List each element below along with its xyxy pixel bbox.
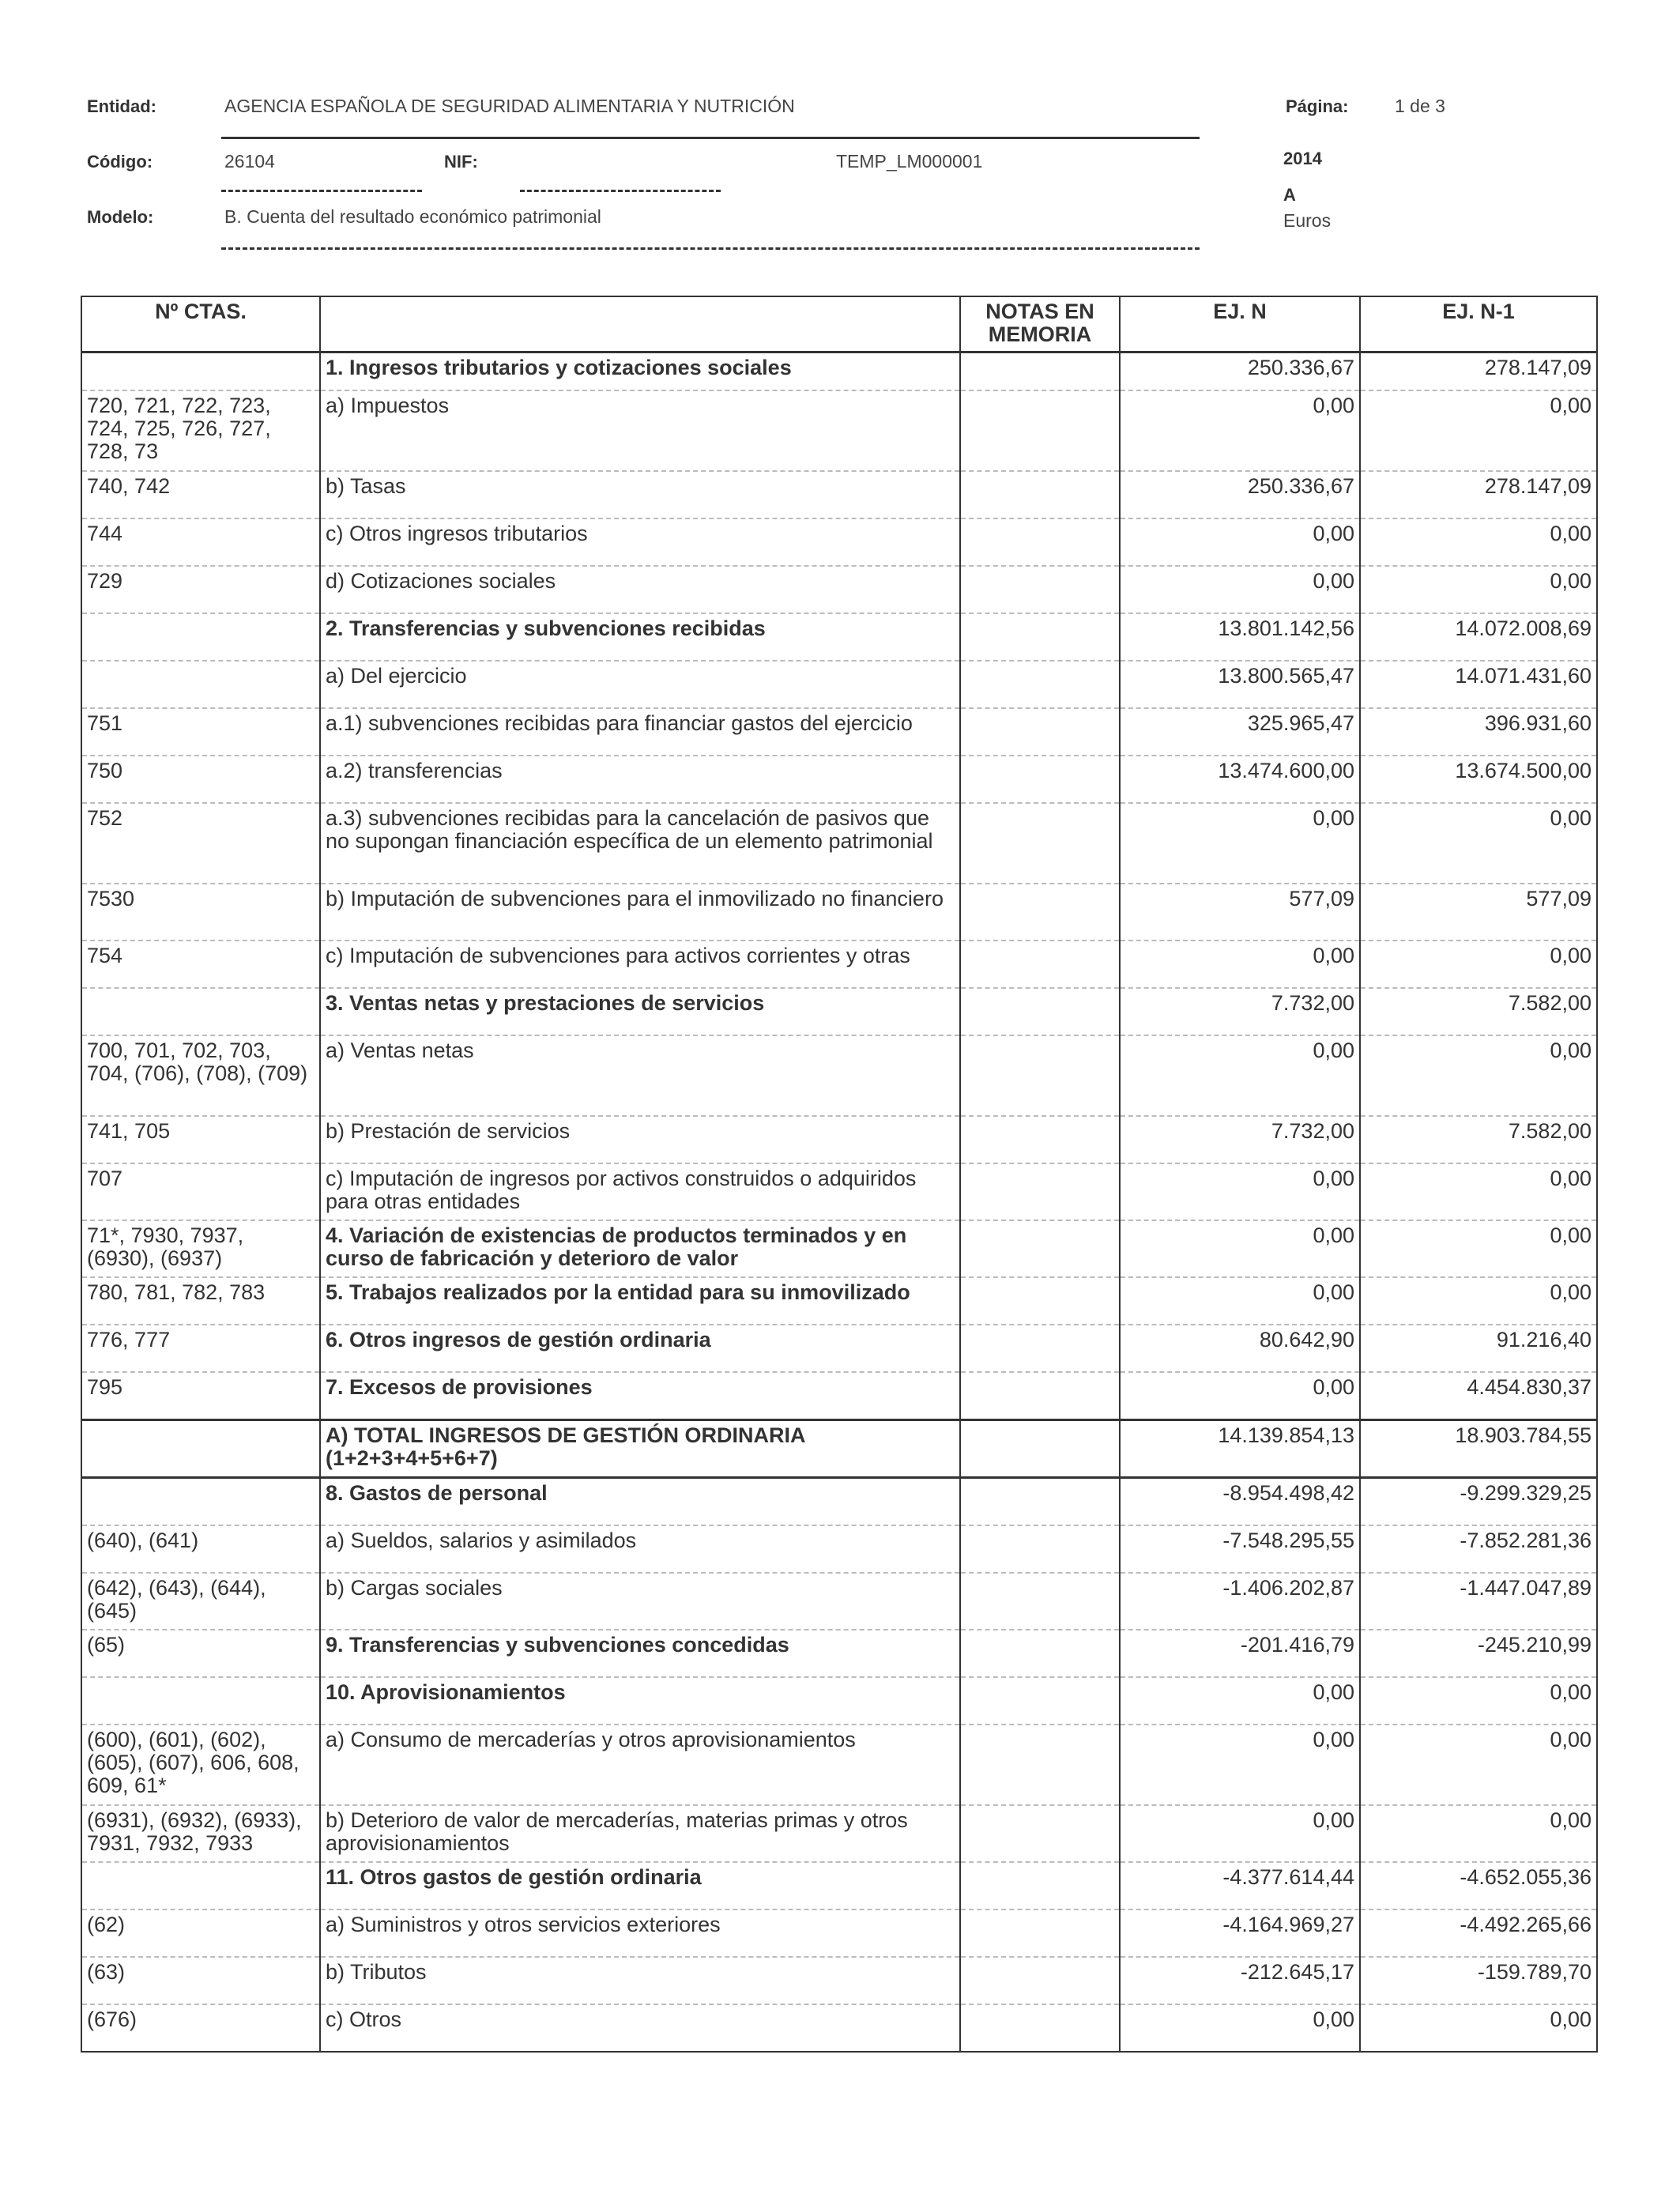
table-row bbox=[81, 1035, 1597, 1116]
table-row bbox=[81, 708, 1597, 756]
row-value-ej-n1: 0,00 bbox=[1360, 390, 1597, 471]
row-value-ej-n: 13.801.142,56 bbox=[1120, 613, 1360, 661]
row-value-ej-n1: 4.454.830,37 bbox=[1360, 1372, 1597, 1420]
row-notes bbox=[960, 1805, 1120, 1862]
row-accounts: 707 bbox=[81, 1163, 320, 1220]
row-value-ej-n: -4.164.969,27 bbox=[1120, 1909, 1360, 1957]
row-accounts bbox=[81, 613, 320, 661]
row-accounts: (6931), (6932), (6933), 7931, 7932, 7933 bbox=[81, 1805, 320, 1862]
letter-label: A bbox=[1283, 185, 1296, 205]
row-value-ej-n1: 7.582,00 bbox=[1360, 988, 1597, 1035]
table-row bbox=[81, 1862, 1597, 1909]
row-notes bbox=[960, 1325, 1120, 1372]
row-concept: 7. Excesos de provisiones bbox=[320, 1372, 960, 1420]
row-value-ej-n1: -159.789,70 bbox=[1360, 1957, 1597, 2004]
row-notes bbox=[960, 1163, 1120, 1220]
col-header-ej-n: EJ. N bbox=[1120, 296, 1360, 352]
row-accounts: 740, 742 bbox=[81, 471, 320, 518]
modelo-label: Modelo: bbox=[87, 207, 154, 227]
table-row bbox=[81, 566, 1597, 613]
row-accounts: 752 bbox=[81, 803, 320, 884]
row-notes bbox=[960, 1725, 1120, 1805]
row-value-ej-n1: -245.210,99 bbox=[1360, 1630, 1597, 1677]
table-row bbox=[81, 884, 1597, 941]
currency-label: Euros bbox=[1283, 210, 1332, 231]
row-accounts bbox=[81, 661, 320, 708]
row-value-ej-n: 0,00 bbox=[1120, 390, 1360, 471]
table-row bbox=[81, 1163, 1597, 1220]
table-row bbox=[81, 2004, 1597, 2052]
table-row bbox=[81, 1325, 1597, 1372]
row-concept: b) Imputación de subvenciones para el inmovilizado no financiero bbox=[320, 884, 960, 941]
row-accounts: 780, 781, 782, 783 bbox=[81, 1277, 320, 1325]
row-concept: a) Suministros y otros servicios exteriores bbox=[320, 1909, 960, 1957]
row-notes bbox=[960, 518, 1120, 566]
row-notes bbox=[960, 1116, 1120, 1163]
row-accounts bbox=[81, 352, 320, 391]
row-value-ej-n1: 13.674.500,00 bbox=[1360, 756, 1597, 803]
table-row bbox=[81, 1372, 1597, 1420]
row-concept: a) Consumo de mercaderías y otros aprovisionamientos bbox=[320, 1725, 960, 1805]
table-row bbox=[81, 613, 1597, 661]
table-row bbox=[81, 1630, 1597, 1677]
row-value-ej-n1: 0,00 bbox=[1360, 518, 1597, 566]
row-value-ej-n1: 14.071.431,60 bbox=[1360, 661, 1597, 708]
row-value-ej-n: 0,00 bbox=[1120, 566, 1360, 613]
row-concept: a.2) transferencias bbox=[320, 756, 960, 803]
row-notes bbox=[960, 352, 1120, 391]
row-value-ej-n1: 577,09 bbox=[1360, 884, 1597, 941]
row-notes bbox=[960, 2004, 1120, 2052]
row-notes bbox=[960, 1957, 1120, 2004]
row-accounts: 776, 777 bbox=[81, 1325, 320, 1372]
col-header-ctas: Nº CTAS. bbox=[81, 296, 320, 352]
row-value-ej-n: -4.377.614,44 bbox=[1120, 1862, 1360, 1909]
row-concept: b) Prestación de servicios bbox=[320, 1116, 960, 1163]
row-value-ej-n: 0,00 bbox=[1120, 1372, 1360, 1420]
row-value-ej-n1: 0,00 bbox=[1360, 803, 1597, 884]
row-value-ej-n1: 0,00 bbox=[1360, 1805, 1597, 1862]
row-notes bbox=[960, 1372, 1120, 1420]
row-value-ej-n: 0,00 bbox=[1120, 1220, 1360, 1277]
table-body bbox=[81, 352, 1597, 2053]
row-value-ej-n1: 0,00 bbox=[1360, 941, 1597, 988]
row-concept: b) Tasas bbox=[320, 471, 960, 518]
row-accounts bbox=[81, 1420, 320, 1478]
row-concept: 6. Otros ingresos de gestión ordinaria bbox=[320, 1325, 960, 1372]
row-notes bbox=[960, 1862, 1120, 1909]
row-value-ej-n1: 278.147,09 bbox=[1360, 352, 1597, 391]
row-value-ej-n: -212.645,17 bbox=[1120, 1957, 1360, 2004]
row-concept: d) Cotizaciones sociales bbox=[320, 566, 960, 613]
row-concept: 9. Transferencias y subvenciones concedidas bbox=[320, 1630, 960, 1677]
row-value-ej-n1: 278.147,09 bbox=[1360, 471, 1597, 518]
row-concept: 5. Trabajos realizados por la entidad para su inmovilizado bbox=[320, 1277, 960, 1325]
row-notes bbox=[960, 988, 1120, 1035]
table-row bbox=[81, 756, 1597, 803]
row-value-ej-n1: 91.216,40 bbox=[1360, 1325, 1597, 1372]
row-value-ej-n: 0,00 bbox=[1120, 941, 1360, 988]
row-accounts: (600), (601), (602), (605), (607), 606, 608, 609, 61* bbox=[81, 1725, 320, 1805]
row-value-ej-n: 0,00 bbox=[1120, 803, 1360, 884]
row-notes bbox=[960, 1277, 1120, 1325]
row-concept: b) Tributos bbox=[320, 1957, 960, 2004]
row-value-ej-n1: 0,00 bbox=[1360, 1725, 1597, 1805]
row-notes bbox=[960, 1220, 1120, 1277]
row-concept: 1. Ingresos tributarios y cotizaciones sociales bbox=[320, 352, 960, 391]
table-row bbox=[81, 988, 1597, 1035]
row-concept: c) Imputación de ingresos por activos construidos o adquiridos para otras entidades bbox=[320, 1163, 960, 1220]
row-notes bbox=[960, 1035, 1120, 1116]
table-row bbox=[81, 803, 1597, 884]
row-accounts: 741, 705 bbox=[81, 1116, 320, 1163]
row-accounts: (63) bbox=[81, 1957, 320, 2004]
row-concept: c) Otros ingresos tributarios bbox=[320, 518, 960, 566]
row-concept: 10. Aprovisionamientos bbox=[320, 1677, 960, 1725]
row-concept: c) Otros bbox=[320, 2004, 960, 2052]
row-concept: a.1) subvenciones recibidas para financiar gastos del ejercicio bbox=[320, 708, 960, 756]
col-header-concept bbox=[320, 296, 960, 352]
row-value-ej-n1: -4.492.265,66 bbox=[1360, 1909, 1597, 1957]
row-notes bbox=[960, 1909, 1120, 1957]
table-row bbox=[81, 1725, 1597, 1805]
row-accounts: 7530 bbox=[81, 884, 320, 941]
row-notes bbox=[960, 471, 1120, 518]
row-accounts: 754 bbox=[81, 941, 320, 988]
row-notes bbox=[960, 884, 1120, 941]
row-concept: a) Sueldos, salarios y asimilados bbox=[320, 1525, 960, 1573]
row-value-ej-n: 250.336,67 bbox=[1120, 352, 1360, 391]
row-concept: 3. Ventas netas y prestaciones de servicios bbox=[320, 988, 960, 1035]
row-accounts: 720, 721, 722, 723, 724, 725, 726, 727, 728, 73 bbox=[81, 390, 320, 471]
row-value-ej-n: 14.139.854,13 bbox=[1120, 1420, 1360, 1478]
row-concept: a) Impuestos bbox=[320, 390, 960, 471]
row-concept: 2. Transferencias y subvenciones recibidas bbox=[320, 613, 960, 661]
table-row bbox=[81, 390, 1597, 471]
row-notes bbox=[960, 941, 1120, 988]
row-value-ej-n1: 0,00 bbox=[1360, 1163, 1597, 1220]
row-value-ej-n1: 14.072.008,69 bbox=[1360, 613, 1597, 661]
year-label: 2014 bbox=[1283, 149, 1322, 168]
table-header-row bbox=[81, 296, 1597, 352]
row-notes bbox=[960, 1525, 1120, 1573]
table-row bbox=[81, 1805, 1597, 1862]
table-row bbox=[81, 1957, 1597, 2004]
row-concept: c) Imputación de subvenciones para activos corrientes y otras bbox=[320, 941, 960, 988]
row-value-ej-n: -8.954.498,42 bbox=[1120, 1478, 1360, 1526]
row-notes bbox=[960, 1420, 1120, 1478]
row-accounts: 744 bbox=[81, 518, 320, 566]
table-row bbox=[81, 1573, 1597, 1630]
entidad-value: AGENCIA ESPAÑOLA DE SEGURIDAD ALIMENTARIA Y NUTRICIÓN bbox=[224, 96, 795, 116]
table-row bbox=[81, 352, 1597, 391]
row-notes bbox=[960, 661, 1120, 708]
row-concept: a) Ventas netas bbox=[320, 1035, 960, 1116]
row-value-ej-n: 0,00 bbox=[1120, 1163, 1360, 1220]
row-accounts: 751 bbox=[81, 708, 320, 756]
codigo-label: Código: bbox=[87, 152, 153, 172]
row-notes bbox=[960, 1478, 1120, 1526]
row-value-ej-n: 0,00 bbox=[1120, 1725, 1360, 1805]
row-accounts: (642), (643), (644), (645) bbox=[81, 1573, 320, 1630]
table-row bbox=[81, 1277, 1597, 1325]
col-header-ej-n1: EJ. N-1 bbox=[1360, 296, 1597, 352]
row-value-ej-n: 0,00 bbox=[1120, 1035, 1360, 1116]
row-value-ej-n1: 7.582,00 bbox=[1360, 1116, 1597, 1163]
row-notes bbox=[960, 566, 1120, 613]
table-row bbox=[81, 1525, 1597, 1573]
nif-value: TEMP_LM000001 bbox=[836, 151, 983, 172]
row-value-ej-n: 7.732,00 bbox=[1120, 1116, 1360, 1163]
row-accounts: (676) bbox=[81, 2004, 320, 2052]
row-value-ej-n: -7.548.295,55 bbox=[1120, 1525, 1360, 1573]
table-row bbox=[81, 518, 1597, 566]
table-row bbox=[81, 1478, 1597, 1526]
pagina-label: Página: bbox=[1286, 96, 1349, 116]
row-accounts bbox=[81, 1478, 320, 1526]
row-concept: b) Cargas sociales bbox=[320, 1573, 960, 1630]
row-value-ej-n1: 396.931,60 bbox=[1360, 708, 1597, 756]
row-value-ej-n: 80.642,90 bbox=[1120, 1325, 1360, 1372]
row-notes bbox=[960, 1630, 1120, 1677]
entidad-underline bbox=[221, 137, 1200, 139]
row-value-ej-n: 325.965,47 bbox=[1120, 708, 1360, 756]
row-accounts: (65) bbox=[81, 1630, 320, 1677]
row-accounts: 700, 701, 702, 703, 704, (706), (708), (709) bbox=[81, 1035, 320, 1116]
nif-label: NIF: bbox=[444, 152, 478, 172]
row-value-ej-n1: 0,00 bbox=[1360, 2004, 1597, 2052]
row-accounts bbox=[81, 1677, 320, 1725]
row-accounts bbox=[81, 988, 320, 1035]
row-value-ej-n: 13.474.600,00 bbox=[1120, 756, 1360, 803]
row-concept: 8. Gastos de personal bbox=[320, 1478, 960, 1526]
row-value-ej-n1: 0,00 bbox=[1360, 1220, 1597, 1277]
row-value-ej-n1: 0,00 bbox=[1360, 566, 1597, 613]
row-value-ej-n1: -7.852.281,36 bbox=[1360, 1525, 1597, 1573]
row-notes bbox=[960, 613, 1120, 661]
entidad-label: Entidad: bbox=[87, 96, 156, 116]
row-value-ej-n1: 0,00 bbox=[1360, 1677, 1597, 1725]
row-concept: a.3) subvenciones recibidas para la cancelación de pasivos que no supongan financiación específica de un elemento patrimonial bbox=[320, 803, 960, 884]
row-value-ej-n1: -9.299.329,25 bbox=[1360, 1478, 1597, 1526]
row-concept: 4. Variación de existencias de productos terminados y en curso de fabricación y deterioro de valor bbox=[320, 1220, 960, 1277]
table-row bbox=[81, 1420, 1597, 1478]
row-accounts: 729 bbox=[81, 566, 320, 613]
row-value-ej-n1: -4.652.055,36 bbox=[1360, 1862, 1597, 1909]
table-row bbox=[81, 1677, 1597, 1725]
row-value-ej-n: 0,00 bbox=[1120, 1277, 1360, 1325]
pagina-value: 1 de 3 bbox=[1395, 96, 1445, 116]
table-row bbox=[81, 1116, 1597, 1163]
row-notes bbox=[960, 1677, 1120, 1725]
row-concept: 11. Otros gastos de gestión ordinaria bbox=[320, 1862, 960, 1909]
row-value-ej-n: 0,00 bbox=[1120, 518, 1360, 566]
row-value-ej-n1: 0,00 bbox=[1360, 1035, 1597, 1116]
result-statement-table bbox=[81, 296, 1598, 2053]
row-value-ej-n: 13.800.565,47 bbox=[1120, 661, 1360, 708]
row-value-ej-n1: 0,00 bbox=[1360, 1277, 1597, 1325]
row-value-ej-n: -1.406.202,87 bbox=[1120, 1573, 1360, 1630]
table-row bbox=[81, 1909, 1597, 1957]
row-accounts bbox=[81, 1862, 320, 1909]
table-row bbox=[81, 661, 1597, 708]
row-concept: b) Deterioro de valor de mercaderías, materias primas y otros aprovisionamientos bbox=[320, 1805, 960, 1862]
row-notes bbox=[960, 390, 1120, 471]
codigo-dashes bbox=[221, 190, 422, 192]
modelo-dashes bbox=[221, 247, 1200, 250]
row-concept: A) TOTAL INGRESOS DE GESTIÓN ORDINARIA (1+2+3+4+5+6+7) bbox=[320, 1420, 960, 1478]
row-value-ej-n: 577,09 bbox=[1120, 884, 1360, 941]
row-notes bbox=[960, 1573, 1120, 1630]
row-value-ej-n: -201.416,79 bbox=[1120, 1630, 1360, 1677]
row-notes bbox=[960, 708, 1120, 756]
row-value-ej-n: 0,00 bbox=[1120, 2004, 1360, 2052]
table-row bbox=[81, 471, 1597, 518]
col-header-notas: NOTAS EN MEMORIA bbox=[960, 296, 1120, 352]
row-accounts: 750 bbox=[81, 756, 320, 803]
row-value-ej-n: 0,00 bbox=[1120, 1677, 1360, 1725]
row-value-ej-n1: -1.447.047,89 bbox=[1360, 1573, 1597, 1630]
codigo-value: 26104 bbox=[224, 151, 275, 172]
row-notes bbox=[960, 756, 1120, 803]
nif-dashes bbox=[520, 190, 721, 192]
row-concept: a) Del ejercicio bbox=[320, 661, 960, 708]
row-accounts: 795 bbox=[81, 1372, 320, 1420]
row-value-ej-n: 0,00 bbox=[1120, 1805, 1360, 1862]
table-row bbox=[81, 1220, 1597, 1277]
modelo-value: B. Cuenta del resultado económico patrimonial bbox=[224, 206, 601, 227]
row-notes bbox=[960, 803, 1120, 884]
row-accounts: (640), (641) bbox=[81, 1525, 320, 1573]
row-value-ej-n: 250.336,67 bbox=[1120, 471, 1360, 518]
row-accounts: (62) bbox=[81, 1909, 320, 1957]
row-value-ej-n1: 18.903.784,55 bbox=[1360, 1420, 1597, 1478]
table-row bbox=[81, 941, 1597, 988]
row-accounts: 71*, 7930, 7937, (6930), (6937) bbox=[81, 1220, 320, 1277]
row-value-ej-n: 7.732,00 bbox=[1120, 988, 1360, 1035]
